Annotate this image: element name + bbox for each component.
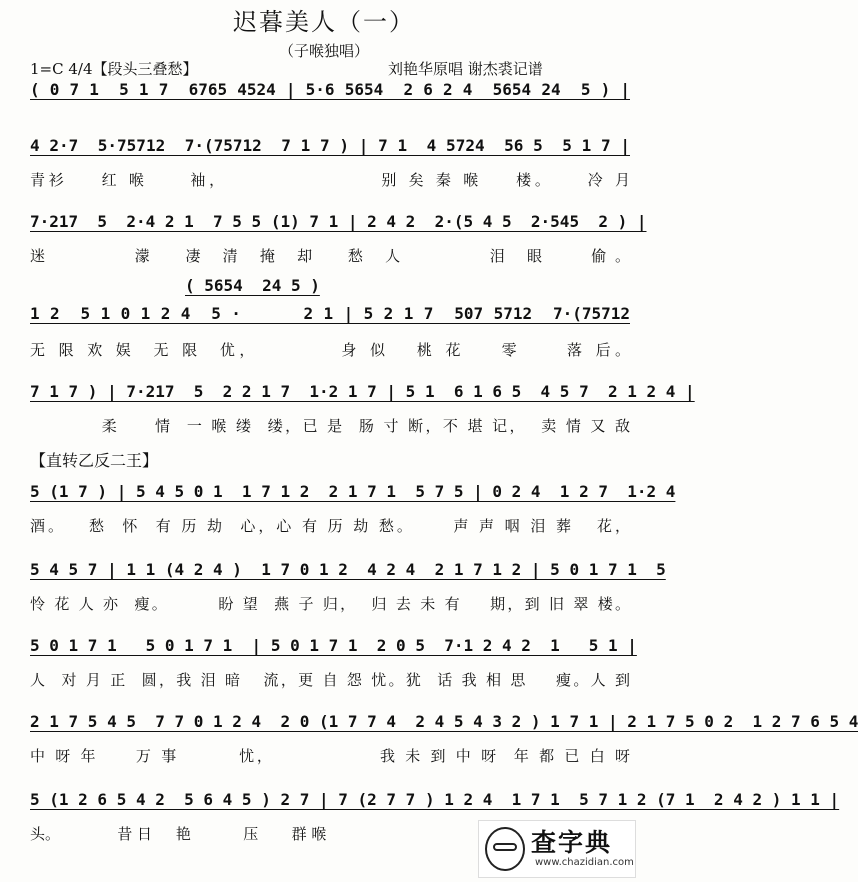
section-label: 【直转乙反二王】: [30, 451, 159, 470]
lyrics-line-9: 中 呀 年 万 事 忧， 我 未 到 中 呀 年 都 已 白 呀: [30, 747, 630, 765]
lyrics-line-10: 头。 昔 日 艳 压 群 喉: [30, 825, 327, 843]
lyrics-line-7: 怜 花 人 亦 瘦。 盼 望 燕 子 归， 归 去 未 有 期，到 旧 翠 楼。: [30, 595, 630, 613]
notation-line-3: 7·217 5 2·4 2 1 7 5 5 (1) 7 1 | 2 4 2 2·(5 4 5 2·545 2 ) |: [30, 212, 647, 231]
song-credits: 刘艳华原唱 谢杰裘记谱: [388, 60, 543, 78]
song-subtitle: （子喉独唱）: [278, 42, 369, 60]
notation-line-2: 4 2·7 5·75712 7·(75712 7 1 7 ) | 7 1 4 5724 56 5 5 1 7 |: [30, 136, 630, 155]
key-signature: 1=C 4/4【段头三叠愁】: [30, 60, 198, 78]
notation-line-10: 5 (1 2 6 5 4 2 5 6 4 5 ) 2 7 | 7 (2 7 7 ) 1 2 4 1 7 1 5 7 1 2 (7 1 2 4 2 ) 1 1 |: [30, 790, 840, 809]
song-title: 迟暮美人（一）: [233, 8, 415, 36]
lyrics-line-6: 酒。 愁 怀 有 历 劫 心，心 有 历 劫 愁。 声 声 咽 泪 葬 花，: [30, 517, 630, 535]
watermark-name: 查字典: [531, 828, 613, 857]
notation-line-5: 7 1 7 ) | 7·217 5 2 2 1 7 1·2 1 7 | 5 1 6 1 6 5 4 5 7 2 1 2 4 |: [30, 382, 695, 401]
lyrics-line-3: 迷 濛 凄 清 掩 却 愁 人 泪 眼 偷。: [30, 247, 630, 265]
notation-line-8: 5 0 1 7 1 5 0 1 7 1 | 5 0 1 7 1 2 0 5 7·1 2 4 2 1 5 1 |: [30, 636, 637, 655]
lyrics-line-5: 柔 情 一 喉 缕 缕，已 是 肠 寸 断，不 堪 记， 卖 情 又 敌: [30, 417, 630, 435]
lyrics-line-4: 无 限 欢 娱 无 限 优， 身 似 桃 花 零 落 后。: [30, 341, 630, 359]
notation-line-9: 2 1 7 5 4 5 7 7 0 1 2 4 2 0 (1 7 7 4 2 4 5 4 3 2 ) 1 7 1 | 2 1 7 5 0 2 1 2 7 6 5 4: [30, 712, 858, 731]
lyrics-line-8: 人 对 月 正 圆，我 泪 暗 流，更 自 怨 忧。犹 话 我 相 思 瘦。人 到: [30, 671, 630, 689]
site-watermark: [478, 820, 636, 878]
notation-line-4-upper: ( 5654 24 5 ): [185, 276, 320, 295]
notation-line-6: 5 (1 7 ) | 5 4 5 0 1 1 7 1 2 2 1 7 1 5 7 5 | 0 2 4 1 2 7 1·2 4: [30, 482, 676, 501]
mascot-face-icon: [485, 827, 525, 871]
notation-line-1: ( 0 7 1 5 1 7 6765 4524 | 5·6 5654 2 6 2 4 5654 24 5 ) |: [30, 80, 630, 99]
notation-line-7: 5 4 5 7 | 1 1 (4 2 4 ) 1 7 0 1 2 4 2 4 2 1 7 1 2 | 5 0 1 7 1 5: [30, 560, 666, 579]
lyrics-line-2: 青衫 红 喉 袖， 别 矣 秦 喉 楼。 冷 月: [30, 171, 630, 189]
notation-line-4: 1 2 5 1 0 1 2 4 5 · 2 1 | 5 2 1 7 507 5712 7·(75712: [30, 304, 630, 323]
watermark-url: www.chazidian.com: [535, 857, 634, 868]
